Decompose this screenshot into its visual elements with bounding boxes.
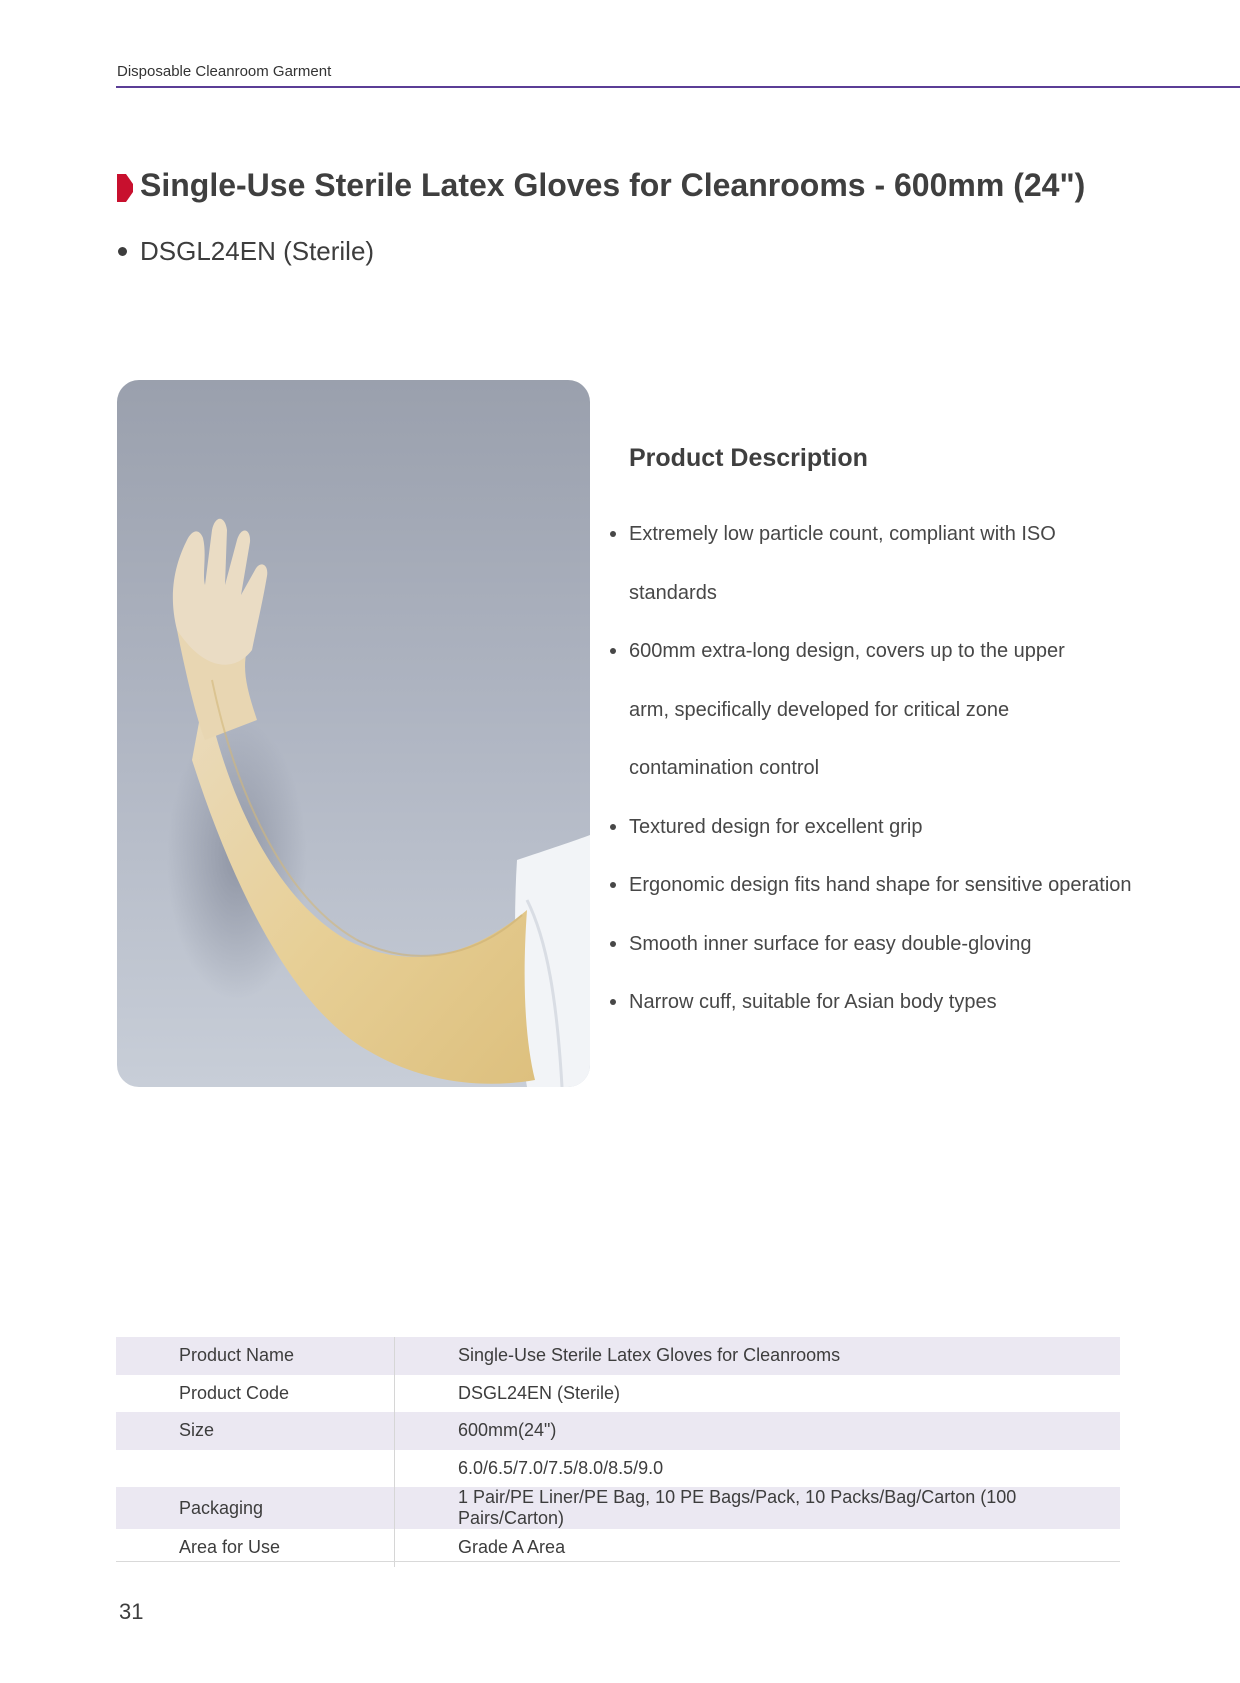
bullet-icon <box>610 941 616 947</box>
table-row <box>116 1450 1120 1488</box>
spec-value: 1 Pair/PE Liner/PE Bag, 10 PE Bags/Pack, 10 Packs/Bag/Carton (100 Pairs/Carton) <box>395 1487 1121 1529</box>
description-item-text: Narrow cuff, suitable for Asian body types <box>629 991 997 1013</box>
bullet-icon <box>610 824 616 830</box>
description-item-text: Smooth inner surface for easy double-gloving <box>629 932 1032 955</box>
section-header-label: Disposable Cleanroom Garment <box>117 63 332 80</box>
bullet-icon <box>610 531 616 537</box>
spec-value: DSGL24EN (Sterile) <box>395 1375 1121 1413</box>
description-item <box>608 622 1084 798</box>
spec-label: Area for Use <box>116 1529 395 1567</box>
description-item <box>608 856 1148 915</box>
description-item-text: Ergonomic design fits hand shape for sensitive operation <box>629 874 1132 896</box>
spec-value: Grade A Area <box>395 1529 1121 1567</box>
spec-value: 600mm(24") <box>395 1412 1121 1450</box>
page-title: Single-Use Sterile Latex Gloves for Cleanrooms - 600mm (24") <box>140 167 1086 203</box>
table-row <box>116 1412 1120 1450</box>
description-list <box>608 505 1148 1032</box>
spec-value: 6.0/6.5/7.0/7.5/8.0/8.5/9.0 <box>395 1450 1121 1488</box>
spec-label: Product Code <box>116 1375 395 1413</box>
bullet-icon <box>610 648 616 654</box>
spec-value: Single-Use Sterile Latex Gloves for Cleanrooms <box>395 1337 1121 1375</box>
spec-label <box>116 1450 395 1488</box>
title-marker-icon <box>117 174 133 202</box>
spec-label: Size <box>116 1412 395 1450</box>
product-photo <box>117 380 590 1087</box>
description-heading: Product Description <box>629 444 868 472</box>
table-bottom-rule <box>116 1561 1120 1562</box>
table-row <box>116 1487 1120 1529</box>
spec-label: Product Name <box>116 1337 395 1375</box>
description-item <box>608 505 1139 622</box>
description-item <box>608 798 1148 857</box>
product-code-line: DSGL24EN (Sterile) <box>140 236 375 266</box>
table-row <box>116 1337 1120 1375</box>
description-item <box>608 973 1148 1032</box>
description-item-text: 600mm extra-long design, covers up to the upper arm, specifically developed for critical zone contamination control <box>629 640 1065 779</box>
bullet-icon <box>118 247 127 256</box>
header-divider <box>116 86 1240 88</box>
description-item-text: Textured design for excellent grip <box>629 815 923 838</box>
spec-table <box>116 1337 1120 1567</box>
description-item <box>608 915 1148 974</box>
spec-label: Packaging <box>116 1487 395 1529</box>
bullet-icon <box>610 882 616 888</box>
table-row <box>116 1375 1120 1413</box>
glove-arm-illustration <box>117 380 590 1087</box>
description-item-text: Extremely low particle count, compliant with ISO standards <box>629 523 1056 604</box>
bullet-icon <box>610 999 616 1005</box>
page-number: 31 <box>119 1599 144 1624</box>
